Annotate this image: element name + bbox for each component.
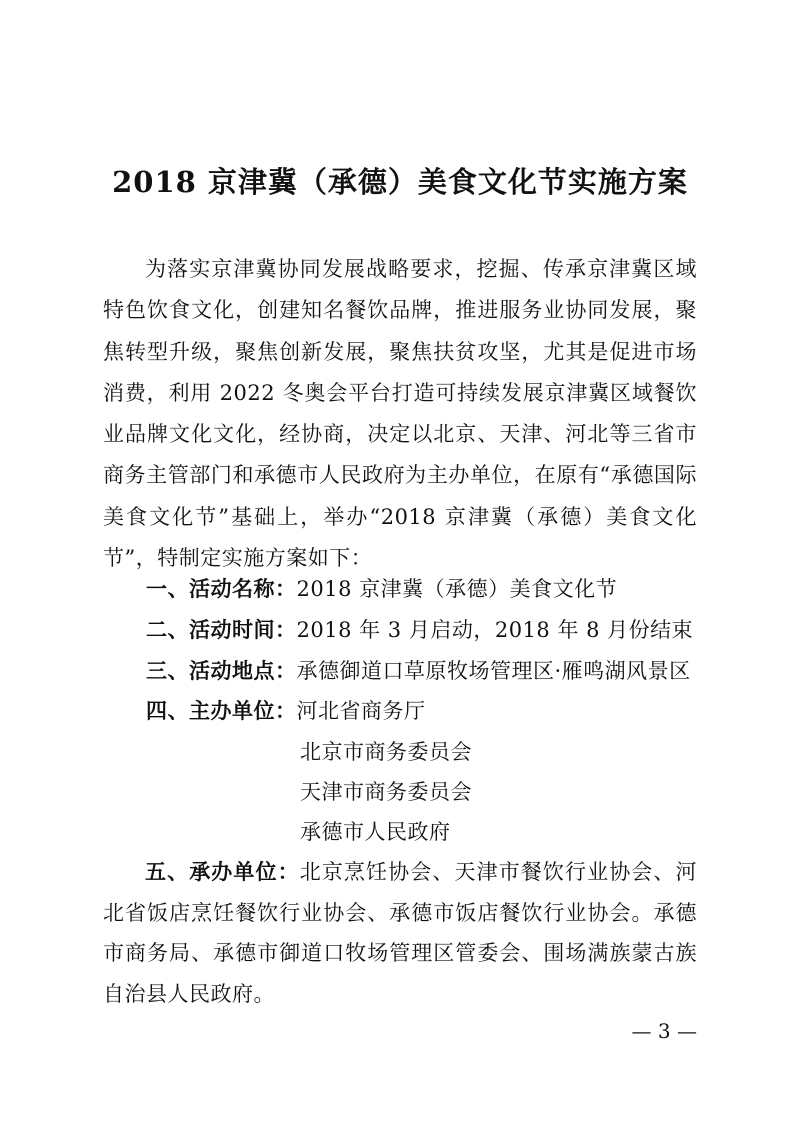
item-label: 四、主办单位： bbox=[146, 698, 297, 723]
item-label: 三、活动地点： bbox=[146, 658, 297, 683]
organizers-paragraph bbox=[103, 852, 697, 1015]
item-label: 一、活动名称： bbox=[146, 576, 297, 601]
organizers-label: 五、承办单位： bbox=[145, 859, 300, 884]
item-value: 河北省商务厅 bbox=[296, 699, 426, 723]
item-value: 2018 京津冀（承德）美食文化节 bbox=[296, 577, 618, 601]
document-title: 2018 京津冀（承德）美食文化节实施方案 bbox=[112, 165, 688, 199]
item-value: 2018 年 3 月启动，2018 年 8 月份结束 bbox=[296, 618, 694, 642]
item-activity-location bbox=[146, 656, 691, 686]
intro-paragraph: 为落实京津冀协同发展战略要求，挖掘、传承京津冀区域特色饮食文化，创建知名餐饮品牌，推进服务业协同发展，聚焦转型升级，聚焦创新发展，聚焦扶贫攻坚，尤其是促进市场消费，利用 2022 冬奥会平台打造可持续发展京津冀区域餐饮业品牌文化文化，经协商，决定以北京、天津、河北等三省市商务主管部门和承德市人民政府为主办单位，在原有“承德国际美食文化节”基础上，举办“2018 京津冀（承德）美食文化节”，特制定实施方案如下： bbox=[103, 257, 697, 571]
item-label: 二、活动时间： bbox=[146, 617, 297, 642]
host-unit: 北京市商务委员会 bbox=[300, 740, 472, 764]
host-unit: 承德市人民政府 bbox=[300, 820, 451, 844]
item-activity-time bbox=[146, 615, 693, 645]
item-value: 承德御道口草原牧场管理区·雁鸣湖风景区 bbox=[296, 659, 691, 683]
page-number: — 3 — bbox=[631, 1019, 697, 1043]
organizers-text: 北京烹饪协会、天津市餐饮行业协会、河北省饭店烹饪餐饮行业协会、承德市饭店餐饮行业协会。承德市商务局、承德市御道口牧场管理区管委会、围场满族蒙古族自治县人民政府。 bbox=[103, 860, 698, 1007]
item-activity-name bbox=[146, 574, 617, 604]
host-unit: 天津市商务委员会 bbox=[300, 780, 472, 804]
item-host-units bbox=[146, 696, 426, 726]
